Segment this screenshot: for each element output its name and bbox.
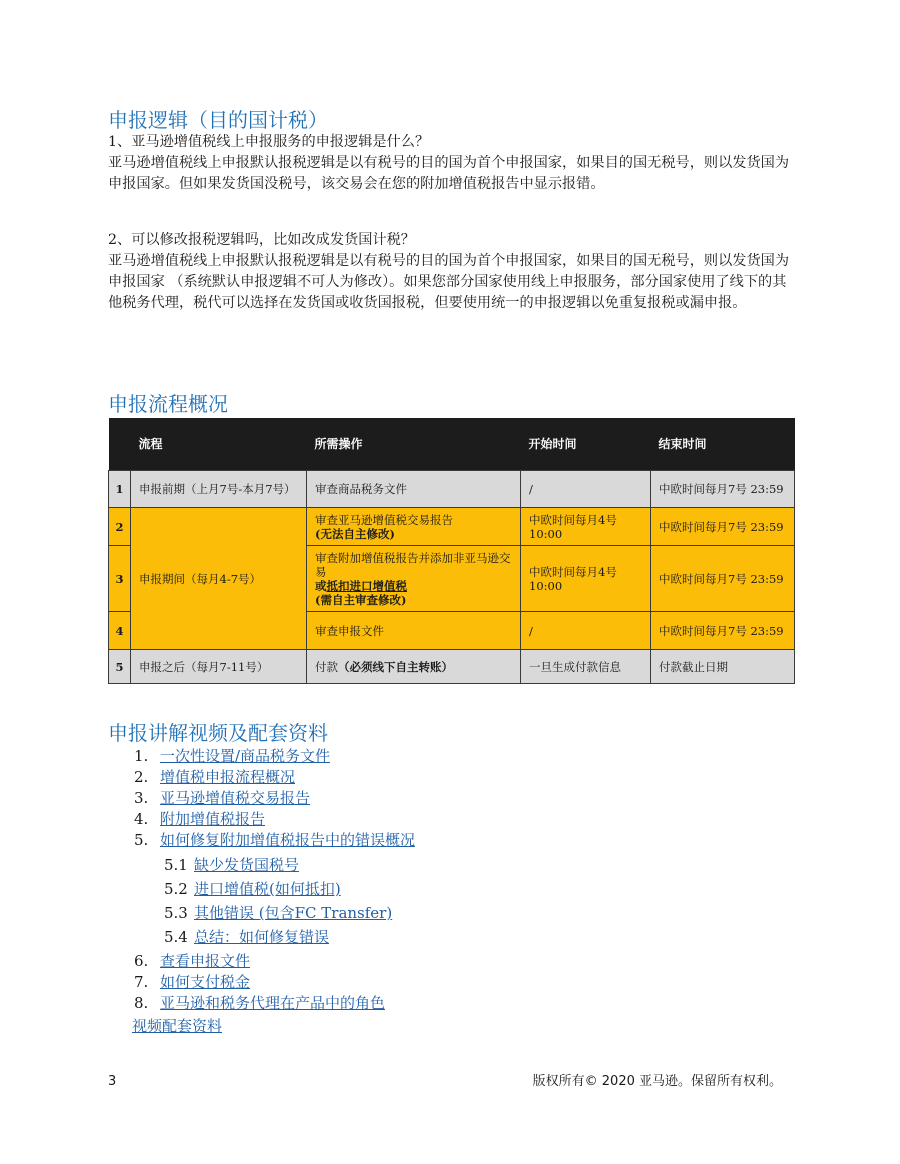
table-row: 1 申报前期（上月7号-本月7号） 审查商品税务文件 / 中欧时间每月7号 23:59 [109, 471, 795, 508]
list-subitem: 5.1 缺少发货国税号 [164, 856, 300, 874]
table-row: 2 申报期间（每月4-7号） 审查亚马逊增值税交易报告 (无法自主修改) 中欧时间每月4号 10:00 中欧时间每月7号 23:59 [109, 508, 795, 546]
action-cell: 付款（必须线下自主转账） [307, 650, 521, 684]
video-link[interactable]: 附加增值税报告 [160, 810, 266, 828]
stage-cell: 申报之后（每月7-11号） [131, 650, 307, 684]
list-item: 2. 增值税申报流程概况 [134, 768, 296, 786]
process-table [108, 418, 795, 684]
table-header-row [109, 418, 795, 471]
video-link[interactable]: 查看申报文件 [160, 952, 251, 970]
header-stage: 流程 [131, 418, 307, 471]
action-cell: 审查商品税务文件 [307, 471, 521, 508]
header-end: 结束时间 [651, 418, 795, 471]
video-link[interactable]: 如何修复附加增值税报告中的错误概况 [160, 831, 416, 849]
list-item: 6. 查看申报文件 [134, 952, 251, 970]
start-cell: / [521, 612, 651, 650]
video-materials-link[interactable]: 视频配套资料 [132, 1017, 223, 1035]
import-vat-link[interactable]: 抵扣进口增值税 [326, 578, 407, 593]
list-item: 8. 亚马逊和税务代理在产品中的角色 [134, 994, 386, 1012]
end-cell: 付款截止日期 [651, 650, 795, 684]
end-cell: 中欧时间每月7号 23:59 [651, 546, 795, 612]
list-subitem: 5.3 其他错误 (包含FC Transfer) [164, 904, 393, 922]
table-row: 3 审查附加增值税报告并添加非亚马逊交易 或抵扣进口增值税 (需自主审查修改) 中欧时间每月4号 10:00 中欧时间每月7号 23:59 [109, 546, 795, 612]
start-cell: 中欧时间每月4号 10:00 [521, 546, 651, 612]
end-cell: 中欧时间每月7号 23:59 [651, 471, 795, 508]
list-item: 1. 一次性设置/商品税务文件 [134, 747, 331, 765]
list-subitem: 5.4 总结：如何修复错误 [164, 928, 330, 946]
list-item: 3. 亚马逊增值税交易报告 [134, 789, 311, 807]
list-item: 7. 如何支付税金 [134, 973, 251, 991]
copyright-notice: 版权所有© 2020 亚马逊。保留所有权利。 [532, 1074, 782, 1089]
action-cell: 审查亚马逊增值税交易报告 (无法自主修改) [307, 508, 521, 546]
header-action: 所需操作 [307, 418, 521, 471]
start-cell: 中欧时间每月4号 10:00 [521, 508, 651, 546]
video-link[interactable]: 亚马逊和税务代理在产品中的角色 [160, 994, 386, 1012]
video-link[interactable]: 一次性设置/商品税务文件 [160, 747, 331, 765]
video-link[interactable]: 其他错误 (包含FC Transfer) [194, 904, 393, 922]
action-cell: 审查附加增值税报告并添加非亚马逊交易 或抵扣进口增值税 (需自主审查修改) [307, 546, 521, 612]
header-start: 开始时间 [521, 418, 651, 471]
start-cell: / [521, 471, 651, 508]
list-item: 5. 如何修复附加增值税报告中的错误概况 [134, 831, 416, 849]
question-2: 2、可以修改报税逻辑吗，比如改成发货国计税？ [108, 232, 415, 248]
page-number: 3 [108, 1074, 117, 1089]
section-heading-filing-logic: 申报逻辑（目的国计税） [108, 108, 328, 132]
video-link[interactable]: 如何支付税金 [160, 973, 251, 991]
filing-logic-qa [108, 132, 798, 195]
video-link[interactable]: 总结：如何修复错误 [194, 928, 330, 946]
table-row: 4 审查申报文件 / 中欧时间每月7号 23:59 [109, 612, 795, 650]
video-materials-item [132, 1016, 222, 1036]
video-link[interactable]: 亚马逊增值税交易报告 [160, 789, 311, 807]
video-link[interactable]: 进口增值税(如何抵扣) [194, 880, 341, 898]
list-subitem: 5.2 进口增值税(如何抵扣) [164, 880, 341, 898]
table-row: 5 申报之后（每月7-11号） 付款（必须线下自主转账） 一旦生成付款信息 付款截止日期 [109, 650, 795, 684]
stage-cell: 申报期间（每月4-7号） [131, 508, 307, 650]
video-link[interactable]: 缺少发货国税号 [194, 856, 300, 874]
section-heading-videos: 申报讲解视频及配套资料 [108, 721, 328, 745]
start-cell: 一旦生成付款信息 [521, 650, 651, 684]
end-cell: 中欧时间每月7号 23:59 [651, 508, 795, 546]
question-1: 1、亚马逊增值税线上申报服务的申报逻辑是什么？ [108, 134, 430, 150]
filing-logic-qa-2 [108, 230, 798, 314]
section-heading-process-overview: 申报流程概况 [108, 392, 228, 416]
action-cell: 审查申报文件 [307, 612, 521, 650]
end-cell: 中欧时间每月7号 23:59 [651, 612, 795, 650]
answer-1: 亚马逊增值税线上申报默认报税逻辑是以有税号的目的国为首个申报国家，如果目的国无税号，则以发货国为申报国家。但如果发货国没税号，该交易会在您的附加增值税报告中显示报错。 [108, 155, 790, 192]
stage-cell: 申报前期（上月7号-本月7号） [131, 471, 307, 508]
list-item: 4. 附加增值税报告 [134, 810, 266, 828]
answer-2: 亚马逊增值税线上申报默认报税逻辑是以有税号的目的国为首个申报国家，如果目的国无税号，则以发货国为申报国家 （系统默认申报逻辑不可人为修改）。如果您部分国家使用线上申报服务，部分国家使用了线下的其他税务代理，税代可以选择在发货国或收货国报税，但要使用统一的申报逻辑以免重复报税或漏申报。 [108, 253, 790, 311]
video-link[interactable]: 增值税申报流程概况 [160, 768, 296, 786]
